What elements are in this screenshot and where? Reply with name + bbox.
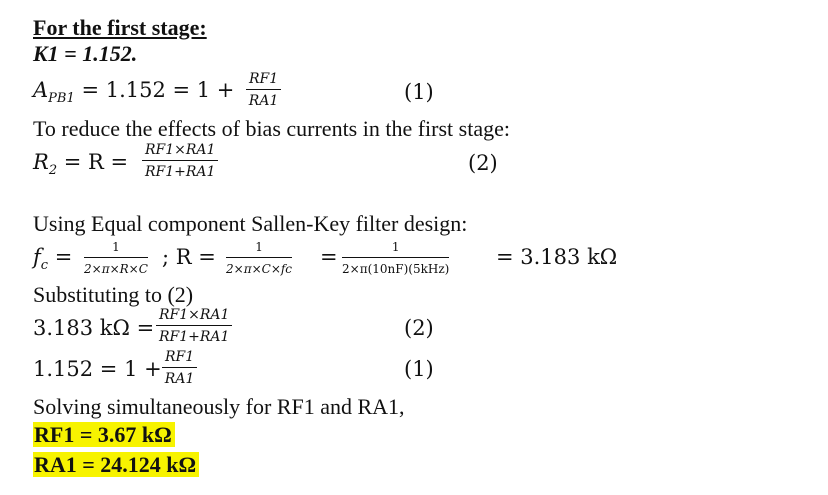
equation-4-fraction [156,306,232,346]
fraction-numerator: 1 [226,238,292,258]
fraction-denominator: 2×π(10nF)(5kHz) [342,262,450,276]
equation-2-lhs [33,150,129,178]
substituting-text: Substituting to (2) [33,282,194,307]
equation-5-lhs: 1.152 = 1 + [33,357,162,381]
r2-subscript: 2 [48,163,58,178]
sallen-key-text: Using Equal component Sallen-Key filter design: [33,211,468,236]
equals-sign-2: = [320,245,338,269]
r2-symbol: R [33,150,49,174]
fc-letter: f [33,245,41,269]
fraction-denominator: 2×π×C×fc [226,262,293,276]
equation-5-tag: (1) [404,357,434,381]
fraction-numerator: RF1 [162,348,197,368]
fc-subscript: c [40,258,49,273]
equation-1-tag: (1) [404,80,434,104]
fraction-denominator: RA1 [164,371,195,387]
equation-3-separator: ; R = [162,245,216,269]
result-rf1-highlight: RF1 = 3.67 kΩ [33,422,175,447]
bias-currents-text: To reduce the effects of bias currents in the first stage: [33,116,510,141]
fraction-numerator: 1 [342,238,449,258]
fraction-denominator: RF1+RA1 [145,164,216,180]
fraction-numerator: RF1×RA1 [142,141,218,161]
apb1-subscript: PB1 [48,91,75,106]
equation-2-fraction [142,141,218,181]
equation-1-rhs: = 1.152 = 1 + [81,78,235,102]
equation-4-tag: (2) [404,316,434,340]
result-rf1 [33,422,175,448]
fraction-numerator: RF1×RA1 [156,306,232,326]
equation-4-lhs: 3.183 kΩ = [33,316,155,340]
result-ra1 [33,452,199,478]
fraction-numerator: RF1 [246,70,281,90]
equation-2-rhs: = R = [63,150,129,174]
equation-2-tag: (2) [468,151,498,175]
equation-3-fraction-2 [226,238,292,278]
fraction-denominator: 2×π×R×C [84,262,148,276]
section-heading: For the first stage: [33,15,207,40]
equation-3-fraction-3 [342,238,449,278]
equals-sign: = [54,245,73,269]
fraction-numerator: 1 [84,238,148,258]
fraction-denominator: RA1 [248,93,279,109]
equation-3-fraction-1 [84,238,148,278]
equation-3-result: = 3.183 kΩ [496,245,618,269]
solving-text: Solving simultaneously for RF1 and RA1, [33,394,405,419]
equation-1-fraction [246,70,281,110]
fraction-denominator: RF1+RA1 [159,329,230,345]
equation-1-lhs [33,78,235,106]
apb1-symbol: A [33,78,49,102]
k1-value: K1 = 1.152. [33,41,138,66]
equation-5-fraction [162,348,197,388]
result-ra1-highlight: RA1 = 24.124 kΩ [33,452,199,477]
fc-symbol [33,245,73,273]
